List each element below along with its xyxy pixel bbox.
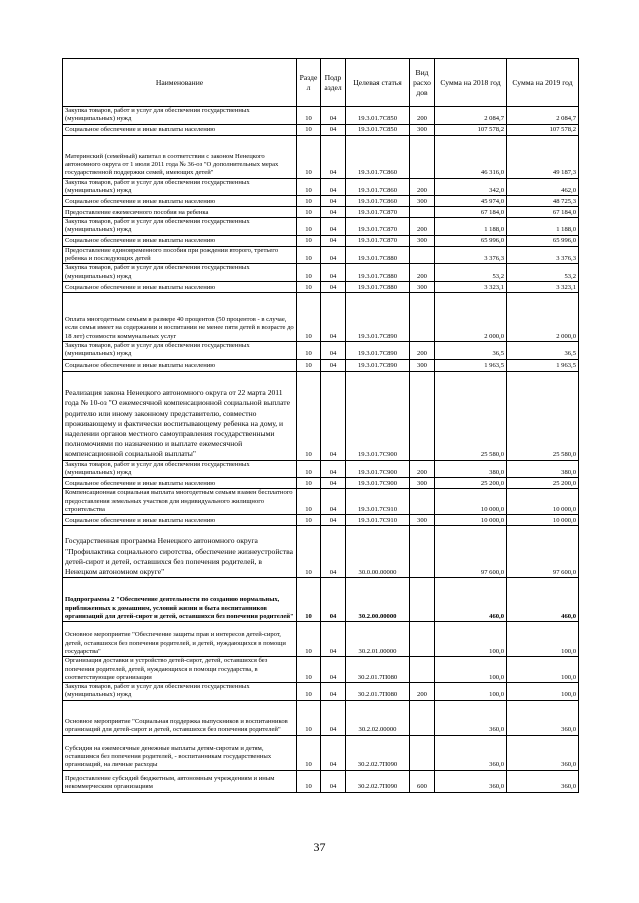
row-sum-2018: 46 316,0 bbox=[435, 135, 507, 178]
row-vid bbox=[410, 207, 435, 218]
row-sum-2018: 100,0 bbox=[435, 683, 507, 701]
row-razdel: 10 bbox=[297, 460, 321, 478]
row-statya: 19.3.01.7С890 bbox=[346, 341, 410, 359]
header-name: Наименование bbox=[63, 59, 297, 107]
row-statya: 19.3.01.7С900 bbox=[346, 371, 410, 460]
row-razdel: 10 bbox=[297, 235, 321, 246]
row-vid bbox=[410, 622, 435, 657]
row-sum-2019: 36,5 bbox=[507, 341, 579, 359]
table-row bbox=[63, 735, 579, 770]
row-sum-2019: 2 084,7 bbox=[507, 107, 579, 125]
row-statya: 19.3.01.7С910 bbox=[346, 515, 410, 526]
table-row bbox=[63, 207, 579, 218]
row-sum-2019: 360,0 bbox=[507, 700, 579, 735]
row-podrazdel: 04 bbox=[321, 178, 346, 196]
row-podrazdel: 04 bbox=[321, 700, 346, 735]
row-podrazdel: 04 bbox=[321, 135, 346, 178]
page-number: 37 bbox=[313, 840, 326, 854]
table-row bbox=[63, 478, 579, 489]
row-podrazdel: 04 bbox=[321, 107, 346, 125]
row-sum-2019: 10 000,0 bbox=[507, 515, 579, 526]
row-statya: 19.3.01.7С860 bbox=[346, 135, 410, 178]
table-row bbox=[63, 107, 579, 125]
row-sum-2019: 1 188,0 bbox=[507, 218, 579, 236]
table-row bbox=[63, 359, 579, 371]
row-sum-2019: 360,0 bbox=[507, 770, 579, 792]
row-sum-2018: 380,0 bbox=[435, 460, 507, 478]
row-sum-2019: 3 376,3 bbox=[507, 246, 579, 264]
row-statya: 30.2.02.00000 bbox=[346, 700, 410, 735]
row-sum-2019: 462,0 bbox=[507, 178, 579, 196]
row-razdel: 10 bbox=[297, 359, 321, 371]
header-razdel: Разде л bbox=[297, 59, 321, 107]
row-sum-2019: 25 200,0 bbox=[507, 478, 579, 489]
row-sum-2018: 25 200,0 bbox=[435, 478, 507, 489]
row-name: Предоставление субсидий бюджетным, автономным учреждениям и иным некоммерческим организациям bbox=[63, 770, 297, 792]
row-razdel: 10 bbox=[297, 683, 321, 701]
row-vid: 200 bbox=[410, 460, 435, 478]
row-sum-2019: 100,0 bbox=[507, 622, 579, 657]
table-row bbox=[63, 264, 579, 282]
row-podrazdel: 04 bbox=[321, 292, 346, 341]
row-podrazdel: 04 bbox=[321, 246, 346, 264]
table-row bbox=[63, 292, 579, 341]
row-podrazdel: 04 bbox=[321, 770, 346, 792]
row-sum-2018: 25 580,0 bbox=[435, 371, 507, 460]
row-sum-2018: 3 323,1 bbox=[435, 281, 507, 292]
table-row bbox=[63, 135, 579, 178]
row-razdel: 10 bbox=[297, 281, 321, 292]
row-podrazdel: 04 bbox=[321, 735, 346, 770]
row-razdel: 10 bbox=[297, 207, 321, 218]
row-vid: 600 bbox=[410, 770, 435, 792]
row-name: Социальное обеспечение и иные выплаты населению bbox=[63, 196, 297, 207]
row-vid: 200 bbox=[410, 178, 435, 196]
row-statya: 19.3.01.7С910 bbox=[346, 489, 410, 515]
row-razdel: 10 bbox=[297, 196, 321, 207]
header-sum-2019: Сумма на 2019 год bbox=[507, 59, 579, 107]
row-name: Организация доставки и устройство детей-сирот, детей, оставшихся без попечения родителей, детей, нуждающихся в помощи государства, в соответствующие организации bbox=[63, 657, 297, 683]
row-vid bbox=[410, 371, 435, 460]
row-razdel: 10 bbox=[297, 124, 321, 135]
row-sum-2018: 360,0 bbox=[435, 735, 507, 770]
row-podrazdel: 04 bbox=[321, 371, 346, 460]
row-vid: 300 bbox=[410, 281, 435, 292]
table-row bbox=[63, 341, 579, 359]
row-name: Закупка товаров, работ и услуг для обеспечения государственных (муниципальных) нужд bbox=[63, 107, 297, 125]
row-razdel: 10 bbox=[297, 478, 321, 489]
row-sum-2019: 67 184,0 bbox=[507, 207, 579, 218]
row-podrazdel: 04 bbox=[321, 526, 346, 578]
row-vid: 300 bbox=[410, 124, 435, 135]
budget-table-sheet bbox=[62, 58, 578, 793]
row-razdel: 10 bbox=[297, 489, 321, 515]
row-podrazdel: 04 bbox=[321, 196, 346, 207]
row-name: Реализация закона Ненецкого автономного округа от 22 марта 2011 года № 10-оз "О ежемесячной компенсационной социальной выплате родителю или иному законному представителю, совместно проживающему и фактически воспитывающему ребенка на дому, и наделении органов местного самоуправления государственными полномочиями по назначению и выплате ежемесячной компенсационной социальной выплаты" bbox=[63, 371, 297, 460]
row-name: Социальное обеспечение и иные выплаты населению bbox=[63, 359, 297, 371]
table-row bbox=[63, 700, 579, 735]
row-vid: 200 bbox=[410, 264, 435, 282]
row-sum-2018: 2 000,0 bbox=[435, 292, 507, 341]
row-podrazdel: 04 bbox=[321, 281, 346, 292]
table-row bbox=[63, 526, 579, 578]
row-statya: 30.2.01.00000 bbox=[346, 622, 410, 657]
row-statya: 19.3.01.7С870 bbox=[346, 218, 410, 236]
row-statya: 19.3.01.7С880 bbox=[346, 281, 410, 292]
row-sum-2019: 65 996,0 bbox=[507, 235, 579, 246]
row-razdel: 10 bbox=[297, 178, 321, 196]
table-row bbox=[63, 683, 579, 701]
row-vid: 300 bbox=[410, 515, 435, 526]
row-sum-2019: 3 323,1 bbox=[507, 281, 579, 292]
row-statya: 19.3.01.7С860 bbox=[346, 196, 410, 207]
row-statya: 19.3.01.7С850 bbox=[346, 124, 410, 135]
row-statya: 30.2.00.00000 bbox=[346, 578, 410, 622]
row-statya: 30.2.02.7П090 bbox=[346, 735, 410, 770]
row-sum-2019: 97 600,0 bbox=[507, 526, 579, 578]
table-row bbox=[63, 460, 579, 478]
row-name: Предоставление единовременного пособия при рождении второго, третьего ребенка и последующих детей bbox=[63, 246, 297, 264]
row-vid bbox=[410, 292, 435, 341]
row-razdel: 10 bbox=[297, 622, 321, 657]
table-row bbox=[63, 178, 579, 196]
row-razdel: 10 bbox=[297, 292, 321, 341]
row-razdel: 10 bbox=[297, 578, 321, 622]
header-podrazdel: Подр аздел bbox=[321, 59, 346, 107]
row-name: Компенсационная социальная выплата многодетным семьям взамен бесплатного предоставления земельных участков для индивидуального жилищного строительства bbox=[63, 489, 297, 515]
row-razdel: 10 bbox=[297, 218, 321, 236]
row-statya: 19.3.01.7С900 bbox=[346, 478, 410, 489]
row-vid bbox=[410, 657, 435, 683]
row-razdel: 10 bbox=[297, 700, 321, 735]
row-statya: 30.2.02.7П090 bbox=[346, 770, 410, 792]
header-sum-2018: Сумма на 2018 год bbox=[435, 59, 507, 107]
row-name: Закупка товаров, работ и услуг для обеспечения государственных (муниципальных) нужд bbox=[63, 683, 297, 701]
table-row bbox=[63, 515, 579, 526]
row-sum-2019: 460,0 bbox=[507, 578, 579, 622]
table-row bbox=[63, 489, 579, 515]
row-name: Материнский (семейный) капитал в соответствии с законом Ненецкого автономного округа от 1 июля 2011 года № 36-оз "О дополнительных мерах государственной поддержки семей, имеющих детей" bbox=[63, 135, 297, 178]
row-name: Субсидия на ежемесячные денежные выплаты детям-сиротам и детям, оставшимся без попечения родителей, - воспитанникам государственных организаций, на личные расходы bbox=[63, 735, 297, 770]
row-name: Закупка товаров, работ и услуг для обеспечения государственных (муниципальных) нужд bbox=[63, 460, 297, 478]
row-sum-2019: 1 963,5 bbox=[507, 359, 579, 371]
row-podrazdel: 04 bbox=[321, 683, 346, 701]
row-podrazdel: 04 bbox=[321, 657, 346, 683]
table-row bbox=[63, 281, 579, 292]
row-sum-2018: 360,0 bbox=[435, 700, 507, 735]
row-sum-2018: 45 974,0 bbox=[435, 196, 507, 207]
row-sum-2018: 100,0 bbox=[435, 622, 507, 657]
row-sum-2018: 10 000,0 bbox=[435, 489, 507, 515]
row-podrazdel: 04 bbox=[321, 359, 346, 371]
row-vid bbox=[410, 246, 435, 264]
row-sum-2019: 380,0 bbox=[507, 460, 579, 478]
row-name: Социальное обеспечение и иные выплаты населению bbox=[63, 235, 297, 246]
row-sum-2018: 65 996,0 bbox=[435, 235, 507, 246]
row-podrazdel: 04 bbox=[321, 235, 346, 246]
row-podrazdel: 04 bbox=[321, 218, 346, 236]
table-row bbox=[63, 770, 579, 792]
row-razdel: 10 bbox=[297, 526, 321, 578]
table-row bbox=[63, 246, 579, 264]
row-sum-2018: 460,0 bbox=[435, 578, 507, 622]
row-vid bbox=[410, 489, 435, 515]
row-statya: 19.3.01.7С860 bbox=[346, 178, 410, 196]
row-name: Закупка товаров, работ и услуг для обеспечения государственных (муниципальных) нужд bbox=[63, 218, 297, 236]
row-sum-2018: 1 963,5 bbox=[435, 359, 507, 371]
row-sum-2019: 2 000,0 bbox=[507, 292, 579, 341]
row-statya: 30.2.01.7П080 bbox=[346, 657, 410, 683]
row-statya: 30.2.01.7П080 bbox=[346, 683, 410, 701]
row-vid bbox=[410, 735, 435, 770]
row-vid bbox=[410, 700, 435, 735]
row-podrazdel: 04 bbox=[321, 124, 346, 135]
row-sum-2019: 10 000,0 bbox=[507, 489, 579, 515]
row-vid bbox=[410, 578, 435, 622]
row-podrazdel: 04 bbox=[321, 264, 346, 282]
row-podrazdel: 04 bbox=[321, 515, 346, 526]
row-name: Социальное обеспечение и иные выплаты населению bbox=[63, 478, 297, 489]
row-sum-2019: 48 725,3 bbox=[507, 196, 579, 207]
row-sum-2018: 107 578,2 bbox=[435, 124, 507, 135]
table-header-row bbox=[63, 59, 579, 107]
row-podrazdel: 04 bbox=[321, 578, 346, 622]
row-sum-2019: 360,0 bbox=[507, 735, 579, 770]
row-vid bbox=[410, 526, 435, 578]
row-statya: 19.3.01.7С880 bbox=[346, 264, 410, 282]
table-row bbox=[63, 196, 579, 207]
row-sum-2019: 25 580,0 bbox=[507, 371, 579, 460]
row-sum-2018: 2 084,7 bbox=[435, 107, 507, 125]
row-razdel: 10 bbox=[297, 735, 321, 770]
row-vid: 300 bbox=[410, 196, 435, 207]
row-name: Социальное обеспечение и иные выплаты населению bbox=[63, 515, 297, 526]
row-podrazdel: 04 bbox=[321, 341, 346, 359]
row-podrazdel: 04 bbox=[321, 460, 346, 478]
row-name: Социальное обеспечение и иные выплаты населению bbox=[63, 124, 297, 135]
row-name: Закупка товаров, работ и услуг для обеспечения государственных (муниципальных) нужд bbox=[63, 264, 297, 282]
row-sum-2018: 360,0 bbox=[435, 770, 507, 792]
row-statya: 19.3.01.7С890 bbox=[346, 359, 410, 371]
row-vid: 200 bbox=[410, 341, 435, 359]
row-sum-2019: 53,2 bbox=[507, 264, 579, 282]
header-vid: Вид расхо дов bbox=[410, 59, 435, 107]
row-sum-2018: 97 600,0 bbox=[435, 526, 507, 578]
row-vid bbox=[410, 135, 435, 178]
row-name: Предоставление ежемесячного пособия на ребенка bbox=[63, 207, 297, 218]
row-statya: 30.0.00.00000 bbox=[346, 526, 410, 578]
row-sum-2018: 36,5 bbox=[435, 341, 507, 359]
row-name: Подпрограмма 2 "Обеспечение деятельности по созданию нормальных, приближенных к домашним, условий жизни и быта воспитанников организаций для детей-сирот и детей, оставшихся без попечения родителей" bbox=[63, 578, 297, 622]
table-row bbox=[63, 657, 579, 683]
table-body bbox=[63, 107, 579, 793]
row-sum-2019: 107 578,2 bbox=[507, 124, 579, 135]
row-razdel: 10 bbox=[297, 515, 321, 526]
row-vid: 200 bbox=[410, 683, 435, 701]
row-name: Государственная программа Ненецкого автономного округа "Профилактика социального сиротства, обеспечение жизнеустройства детей-сирот и детей, оставшихся без попечения родителей, в Ненецком автономном округе" bbox=[63, 526, 297, 578]
row-razdel: 10 bbox=[297, 264, 321, 282]
row-statya: 19.3.01.7С880 bbox=[346, 246, 410, 264]
row-statya: 19.3.01.7С890 bbox=[346, 292, 410, 341]
row-razdel: 10 bbox=[297, 107, 321, 125]
row-name: Закупка товаров, работ и услуг для обеспечения государственных (муниципальных) нужд bbox=[63, 341, 297, 359]
row-statya: 19.3.01.7С850 bbox=[346, 107, 410, 125]
row-sum-2018: 67 184,0 bbox=[435, 207, 507, 218]
row-sum-2019: 100,0 bbox=[507, 657, 579, 683]
row-name: Основное мероприятие "Социальная поддержка выпускников и воспитанников организаций для детей-сирот и детей, оставшихся без попечения родителей" bbox=[63, 700, 297, 735]
row-name: Социальное обеспечение и иные выплаты населению bbox=[63, 281, 297, 292]
table-row bbox=[63, 578, 579, 622]
row-vid: 200 bbox=[410, 107, 435, 125]
table-row bbox=[63, 622, 579, 657]
header-statya: Целевая статья bbox=[346, 59, 410, 107]
row-podrazdel: 04 bbox=[321, 478, 346, 489]
row-podrazdel: 04 bbox=[321, 207, 346, 218]
row-razdel: 10 bbox=[297, 657, 321, 683]
table-row bbox=[63, 218, 579, 236]
table-row bbox=[63, 371, 579, 460]
row-podrazdel: 04 bbox=[321, 622, 346, 657]
row-sum-2018: 53,2 bbox=[435, 264, 507, 282]
row-sum-2018: 3 376,3 bbox=[435, 246, 507, 264]
row-statya: 19.3.01.7С900 bbox=[346, 460, 410, 478]
row-name: Основное мероприятие "Обеспечение защиты прав и интересов детей-сирот, детей, оставшихся без попечения родителей, и детей, нуждающихся в помощи государства" bbox=[63, 622, 297, 657]
row-name: Закупка товаров, работ и услуг для обеспечения государственных (муниципальных) нужд bbox=[63, 178, 297, 196]
row-vid: 300 bbox=[410, 235, 435, 246]
row-statya: 19.3.01.7С870 bbox=[346, 207, 410, 218]
row-sum-2018: 10 000,0 bbox=[435, 515, 507, 526]
row-razdel: 10 bbox=[297, 770, 321, 792]
row-vid: 300 bbox=[410, 359, 435, 371]
row-razdel: 10 bbox=[297, 246, 321, 264]
table-row bbox=[63, 235, 579, 246]
row-vid: 300 bbox=[410, 478, 435, 489]
table-row bbox=[63, 124, 579, 135]
row-sum-2018: 342,0 bbox=[435, 178, 507, 196]
row-sum-2019: 100,0 bbox=[507, 683, 579, 701]
row-sum-2018: 1 188,0 bbox=[435, 218, 507, 236]
row-statya: 19.3.01.7С870 bbox=[346, 235, 410, 246]
budget-table bbox=[62, 58, 579, 793]
row-podrazdel: 04 bbox=[321, 489, 346, 515]
row-razdel: 10 bbox=[297, 341, 321, 359]
row-sum-2018: 100,0 bbox=[435, 657, 507, 683]
row-razdel: 10 bbox=[297, 135, 321, 178]
row-sum-2019: 49 187,3 bbox=[507, 135, 579, 178]
row-name: Оплата многодетным семьям в размере 40 процентов (50 процентов - в случае, если семья имеет на содержании и воспитании не менее пяти детей в возрасте до 18 лет) стоимости коммунальных услуг bbox=[63, 292, 297, 341]
row-vid: 200 bbox=[410, 218, 435, 236]
row-razdel: 10 bbox=[297, 371, 321, 460]
